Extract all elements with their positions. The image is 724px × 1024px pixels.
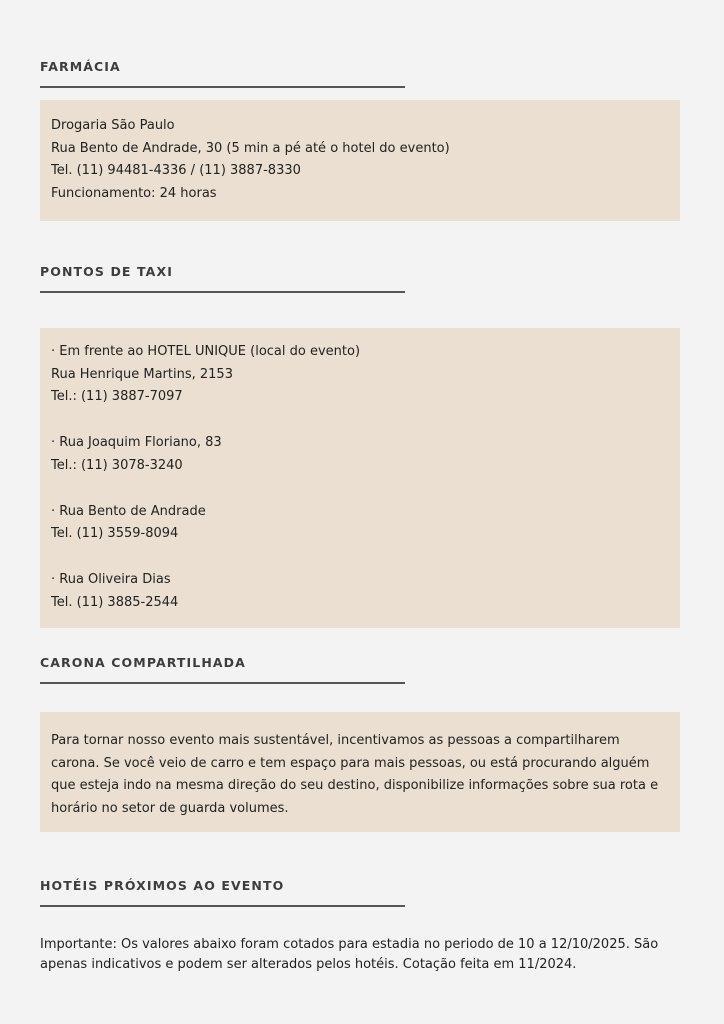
taxi-point-address: Rua Henrique Martins, 2153 [51, 367, 233, 382]
section-heading-carona: CARONA COMPARTILHADA [40, 655, 246, 670]
pharmacy-address: Rua Bento de Andrade, 30 (5 min a pé até o hotel do evento) [51, 141, 450, 156]
taxi-point-name: · Rua Joaquim Floriano, 83 [51, 435, 222, 450]
pharmacy-info-box [40, 100, 680, 221]
pharmacy-phone: Tel. (11) 94481-4336 / (11) 3887-8330 [51, 163, 301, 178]
section-divider [40, 682, 405, 684]
section-heading-taxi: PONTOS DE TAXI [40, 264, 173, 279]
section-divider [40, 905, 405, 907]
section-divider [40, 291, 405, 293]
taxi-point-phone: Tel.: (11) 3887-7097 [51, 389, 183, 404]
pharmacy-name: Drogaria São Paulo [51, 118, 175, 133]
section-heading-hoteis: HOTÉIS PRÓXIMOS AO EVENTO [40, 878, 285, 893]
section-heading-farmacia: FARMÁCIA [40, 59, 121, 74]
taxi-point-name: · Em frente ao HOTEL UNIQUE (local do evento) [51, 344, 361, 359]
taxi-point-name: · Rua Oliveira Dias [51, 572, 171, 587]
taxi-point-phone: Tel. (11) 3885-2544 [51, 595, 179, 610]
pharmacy-hours: Funcionamento: 24 horas [51, 186, 217, 201]
carpool-info-box [40, 712, 680, 832]
taxi-point-name: · Rua Bento de Andrade [51, 504, 206, 519]
taxi-point-phone: Tel. (11) 3559-8094 [51, 526, 179, 541]
taxi-point-phone: Tel.: (11) 3078-3240 [51, 458, 183, 473]
hotels-note: Importante: Os valores abaixo foram cotados para estadia no periodo de 10 a 12/10/2025. São apenas indicativos e podem ser alterados pelos hotéis. Cotação feita em 11/2024. [40, 937, 659, 972]
taxi-points-box [40, 328, 680, 628]
section-divider [40, 86, 405, 88]
carpool-text: Para tornar nosso evento mais sustentável, incentivamos as pessoas a compartilharem carona. Se você veio de carro e tem espaço para mais pessoas, ou está procurando alguém que esteja indo na mesma direção do seu destino, disponibilize informações sobre sua rota e horário no setor de guarda volumes. [51, 733, 659, 817]
